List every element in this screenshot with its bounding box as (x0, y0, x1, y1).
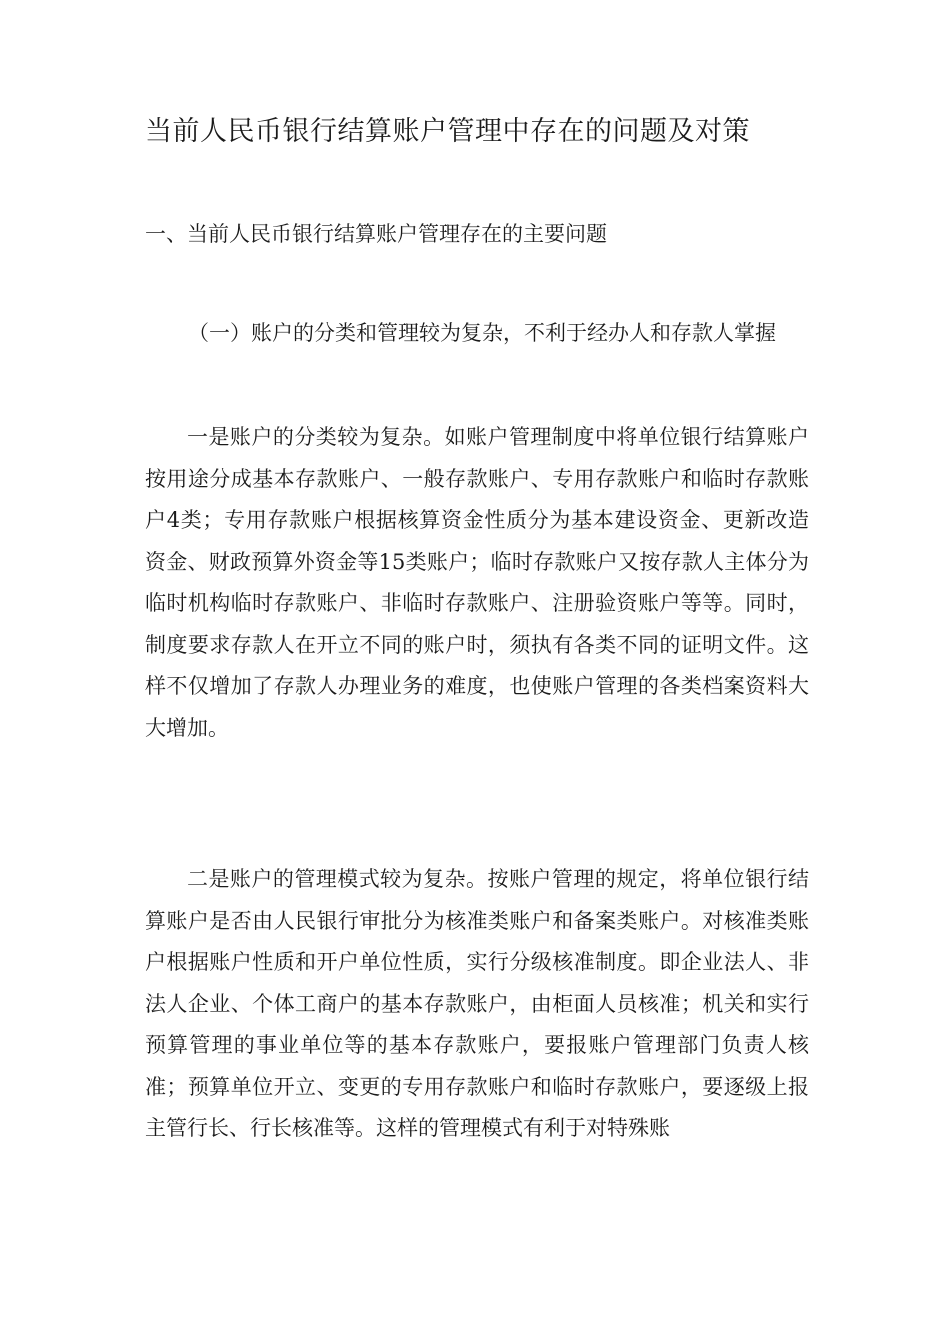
section-heading: 一、当前人民币银行结算账户管理存在的主要问题 (145, 222, 607, 246)
body-paragraph-2: 二是账户的管理模式较为复杂。按账户管理的规定，将单位银行结算账户是否由人民银行审批分为核准类账户和备案类账户。对核准类账户根据账户性质和开户单位性质，实行分级核准制度。即企业法人、非法人企业、个体工商户的基本存款账户，由柜面人员核准；机关和实行预算管理的事业单位等的基本存款账户，要报账户管理部门负责人核准；预算单位开立、变更的专用存款账户和临时存款账户，要逐级上报主管行长、行长核准等。这样的管理模式有利于对特殊账 (145, 867, 809, 1140)
document-title: 当前人民币银行结算账户管理中存在的问题及对策 (145, 116, 750, 147)
subsection-heading: （一）账户的分类和管理较为复杂，不利于经办人和存款人掌握 (188, 321, 776, 345)
body-paragraph-1: 一是账户的分类较为复杂。如账户管理制度中将单位银行结算账户按用途分成基本存款账户、一般存款账户、专用存款账户和临时存款账户4类；专用存款账户根据核算资金性质分为基本建设资金、更新改造资金、财政预算外资金等15类账户；临时存款账户又按存款人主体分为临时机构临时存款账户、非临时存款账户、注册验资账户等等。同时，制度要求存款人在开立不同的账户时，须执有各类不同的证明文件。这样不仅增加了存款人办理业务的难度，也使账户管理的各类档案资料大大增加。 (145, 425, 809, 740)
